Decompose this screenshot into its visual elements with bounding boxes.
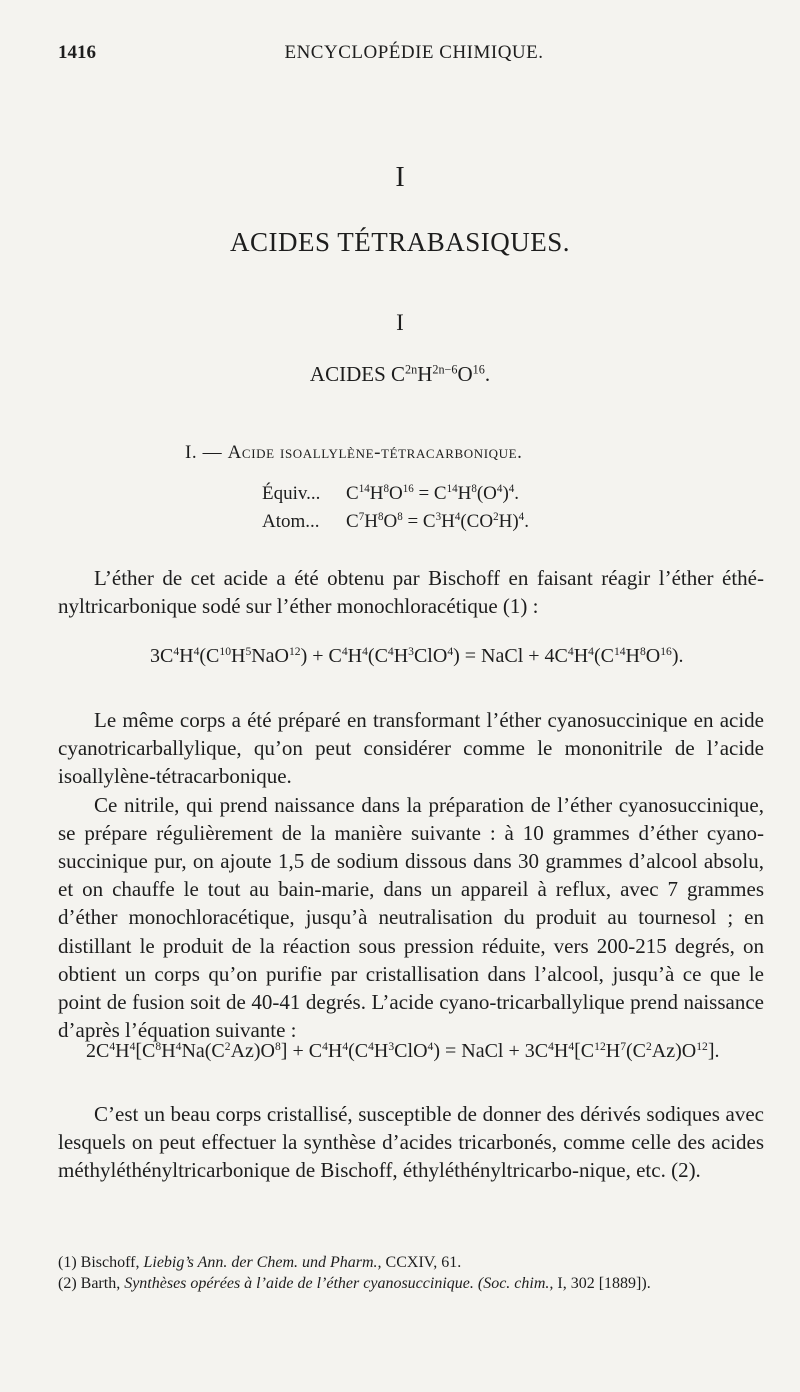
footnotes	[58, 1252, 768, 1294]
paragraph-text: Ce nitrile, qui prend naissance dans la préparation de l’éther cyanosuccinique, se prépare régulièrement de la manière suivante : à 10 grammes d’éther cyano-succinique pur, on ajoute 1,5 de sodium dissous dans 30 grammes d’alcool absolu, et on chauffe le tout au bain-marie, dans un appareil à reflux, avec 7 grammes d’éther monochloracétique, jusqu’à neutralisation du produit au tournesol ; en distillant le produit de la réaction sous pression réduite, vers 200-215 degrés, on obtient un corps qu’on purifie par cristallisation dans l’alcool, jusqu’à ce que le point de fusion soit de 40-41 degrés. L’acide cyano-tricarballylique prend naissance d’après l’équation suivante :	[58, 792, 764, 1043]
paragraph-synthesis-bischoff	[58, 564, 764, 620]
subsection-title: ACIDES $C^{2n}H^{2n-6}O^{16}$.	[309, 362, 491, 386]
entry-name: Acide isoallylène-tétracarbonique.	[227, 442, 523, 463]
reaction-equation-1: $3C^4H^4(C^{10}H^5NaO^{12}) + C^4H^4(C^4H^3ClO^4)$ = NaCl + $4C^4H^4(C^{14}H^8O^{16})$.	[150, 644, 684, 667]
paragraph-text: C’est un beau corps cristallisé, susceptible de donner des dérivés sodiques avec lesquels on peut effectuer la synthèse d’acides tricarbonés, comme celle des acides méthyléthényltricarbonique de Bischoff, éthyléthényltricarbo-nique, etc. (2).	[58, 1102, 764, 1183]
equiv-label: Équiv...	[262, 483, 321, 504]
subsection-numeral: I	[396, 310, 404, 335]
atom-label: Atom...	[262, 511, 320, 532]
page-number: 1416	[58, 42, 96, 63]
atomic-formula	[262, 511, 529, 533]
page-header	[58, 42, 770, 70]
paragraph-text: Le même corps a été préparé en transformant l’éther cyanosuccinique en acide cyanotricarballylique, qu’on peut considérer comme le mononitrile de l’acide isoallylène-tétracarbonique.	[58, 708, 764, 789]
section-numeral: I	[395, 162, 405, 193]
reaction-equation-2: $2C^4H^4[C^8H^4Na(C^2Az)O^8] + C^4H^4(C^4H^3ClO^4)$ = NaCl + $3C^4H^4[C^{12}H^7(C^2Az)O^{12}]$.	[86, 1039, 720, 1062]
paragraph-nitrile	[58, 706, 764, 1044]
footnote-1: (1) Bischoff, Liebig’s Ann. der Chem. und Pharm., CCXIV, 61.	[58, 1254, 462, 1271]
paragraph-properties	[58, 1100, 764, 1185]
section-title: ACIDES TÉTRABASIQUES.	[229, 227, 571, 257]
equivalent-formula	[262, 483, 519, 505]
running-title: ENCYCLOPÉDIE CHIMIQUE.	[284, 42, 544, 63]
equiv-formula: $C^{14}H^8O^{16} = C^{14}H^8(O^4)^4$.	[346, 483, 520, 504]
footnote-2: (2) Barth, Synthèses opérées à l’aide de l’éther cyanosuccinique. (Soc. chim., I, 302 [1889]).	[58, 1275, 651, 1292]
paragraph-text: L’éther de cet acide a été obtenu par Bischoff en faisant réagir l’éther éthé-nyltricarbonique sodé sur l’éther monochloracétique (1) :	[58, 566, 764, 619]
entry-title: I. — Acide isoallylène-tétracarbonique.	[185, 442, 523, 463]
atom-formula: $C^7H^8O^8 = C^3H^4(CO^2H)^4$.	[346, 511, 529, 532]
